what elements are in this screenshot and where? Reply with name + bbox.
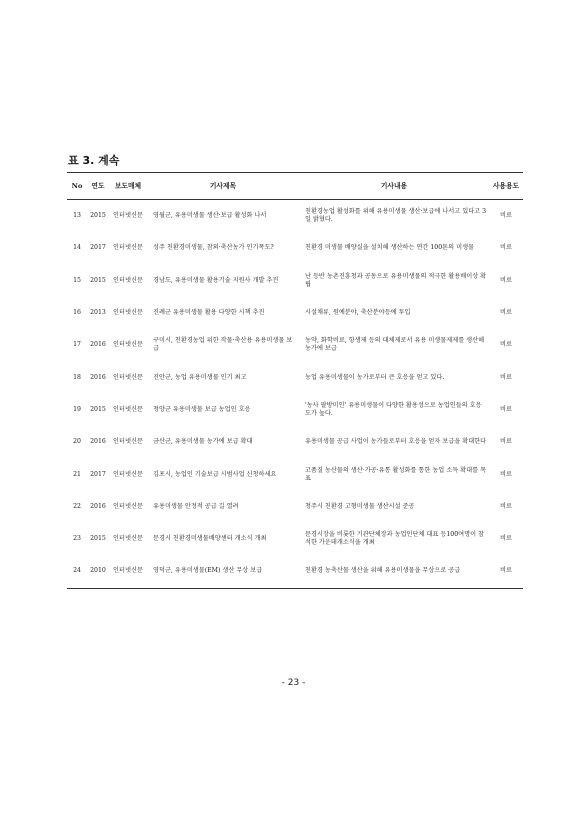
table-header-row (67, 173, 523, 200)
header-media: 보도매체 (114, 182, 142, 190)
cell-year: 2016 (90, 373, 106, 381)
cell-media: 인터넷신문 (113, 567, 143, 575)
cell-article-title: 구미시, 친환경농업 위한 작물·축산용 유용미생물 보급 (153, 337, 293, 353)
cell-article-title: 경남도, 유용미생물 활용기술 지원사 개발 추진 (153, 276, 279, 284)
cell-usage: 비료 (500, 276, 512, 284)
cell-article-content: 청주시 친환경 고형미생물 생산시설 준공 (305, 502, 415, 510)
cell-usage: 비료 (500, 470, 512, 478)
header-no: No (71, 182, 83, 190)
cell-no: 17 (73, 341, 81, 349)
cell-usage: 비료 (500, 535, 512, 543)
cell-article-content: 친환경 농축산물 생산을 위해 유용미생물을 무상으로 공급 (305, 567, 461, 575)
page-number: - 23 - (281, 678, 306, 688)
table-row (67, 426, 523, 458)
cell-no: 16 (73, 309, 81, 317)
cell-article-title: 유용미생물 안정적 공급 길 열려 (153, 502, 239, 510)
cell-year: 2016 (90, 341, 106, 349)
table-row (67, 361, 523, 393)
cell-usage: 비료 (500, 405, 512, 413)
table-body (67, 200, 523, 588)
cell-media: 인터넷신문 (113, 438, 143, 446)
header-usage: 사용용도 (492, 182, 520, 190)
cell-no: 23 (73, 535, 81, 543)
cell-year: 2010 (90, 567, 106, 575)
cell-no: 14 (73, 244, 81, 252)
cell-article-title: 영덕군, 유용미생물(EM) 생산 무상 보급 (153, 567, 263, 575)
cell-usage: 비료 (500, 438, 512, 446)
cell-article-content: 친환경농업 활성화를 위해 유용미생물 생산·보급에 나서고 있다고 3일 밝혔다. (305, 208, 487, 224)
cell-article-content: 난 등반 농촌진흥청과 공동으로 유용미생물의 적극한 활용배이상 확립 (305, 272, 487, 288)
cell-usage: 비료 (500, 567, 512, 575)
header-article-content: 기사내용 (380, 182, 408, 190)
header-year: 연도 (91, 182, 105, 190)
cell-no: 24 (73, 567, 81, 575)
cell-no: 13 (73, 212, 81, 220)
cell-year: 2013 (90, 309, 106, 317)
cell-article-content: 유용미생물 공급 사업이 농가들로부터 호응을 얻자 보급을 확대한다 (305, 438, 487, 446)
cell-media: 인터넷신문 (113, 535, 143, 543)
cell-year: 2016 (90, 502, 106, 510)
cell-year: 2017 (90, 244, 106, 252)
cell-article-content: 농약, 화학비료, 항생제 등의 대체제로서 유용 미생물제제를 생산해 농가에 보급 (305, 337, 485, 353)
cell-article-title: 문경시 친환경미생물배양센터 개소식 개최 (153, 535, 267, 543)
cell-media: 인터넷신문 (113, 244, 143, 252)
cell-media: 인터넷신문 (113, 373, 143, 381)
cell-year: 2015 (90, 212, 106, 220)
table-title: 표 3. 계속 (68, 154, 120, 167)
table-row (67, 329, 523, 361)
table-row (67, 523, 523, 555)
table-row (67, 491, 523, 523)
cell-article-content: '농사 팔방미인' 유용미생물이 다양한 활용성으로 농업인들의 호응도가 높다. (305, 401, 482, 417)
cell-media: 인터넷신문 (113, 502, 143, 510)
cell-usage: 비료 (500, 212, 512, 220)
cell-no: 18 (73, 373, 81, 381)
cell-no: 19 (73, 405, 81, 413)
cell-article-content: 농업 유용미생물이 농가로부터 큰 호응을 얻고 있다. (305, 373, 445, 381)
cell-article-title: 김포시, 농업인 기술보급 시범사업 신청하세요 (153, 470, 277, 478)
cell-usage: 비료 (500, 373, 512, 381)
cell-article-title: 성주 친환경미생물, 참외·축산농가 인기폭도? (153, 244, 274, 252)
table-row (67, 200, 523, 232)
cell-usage: 비료 (500, 309, 512, 317)
cell-article-content: 친환경 미생물 배양실을 설치해 생산하는 연간 100톤의 미생물 (305, 244, 475, 252)
cell-usage: 비료 (500, 341, 512, 349)
cell-media: 인터넷신문 (113, 341, 143, 349)
cell-usage: 비료 (500, 502, 512, 510)
cell-article-title: 진안군, 농업 유용미생물 인기 최고 (153, 373, 247, 381)
header-article-title: 기사제목 (209, 182, 237, 190)
cell-media: 인터넷신문 (113, 276, 143, 284)
cell-article-content: 문경시장을 비롯한 기관단체장과 농업인단체 대표 등100여명이 참석한 가운데개소식을 개최 (305, 531, 485, 547)
cell-no: 20 (73, 438, 81, 446)
cell-year: 2015 (90, 535, 106, 543)
cell-year: 2016 (90, 438, 106, 446)
cell-article-content: 시설채류, 원예분야, 축산분야등에 투입 (305, 309, 411, 317)
cell-no: 21 (73, 470, 81, 478)
cell-year: 2017 (90, 470, 106, 478)
cell-media: 인터넷신문 (113, 309, 143, 317)
cell-no: 22 (73, 502, 81, 510)
table-row (67, 458, 523, 490)
cell-media: 인터넷신문 (113, 470, 143, 478)
table-row (67, 555, 523, 587)
cell-media: 인터넷신문 (113, 212, 143, 220)
article-table (67, 172, 523, 589)
table-row (67, 394, 523, 426)
cell-no: 15 (73, 276, 81, 284)
cell-usage: 비료 (500, 244, 512, 252)
cell-article-title: 영월군, 유용미생물 생산·보급 활성화 나서 (153, 212, 267, 220)
cell-article-title: 금산군, 유용미생물 농가에 보급 확대 (153, 438, 253, 446)
cell-article-title: 청양군 유용미생물 보급 농업인 호응 (153, 405, 251, 413)
cell-article-content: 고품질 농산물의 생산·가공·유통 활성화를 통한 농업 소득 확대를 목표 (305, 466, 487, 482)
table-row (67, 265, 523, 297)
cell-article-title: 진례군 유용미생물 활용 다양한 시책 추진 (153, 309, 265, 317)
table-row (67, 297, 523, 329)
cell-media: 인터넷신문 (113, 405, 143, 413)
cell-year: 2015 (90, 405, 106, 413)
table-row (67, 232, 523, 264)
cell-year: 2015 (90, 276, 106, 284)
